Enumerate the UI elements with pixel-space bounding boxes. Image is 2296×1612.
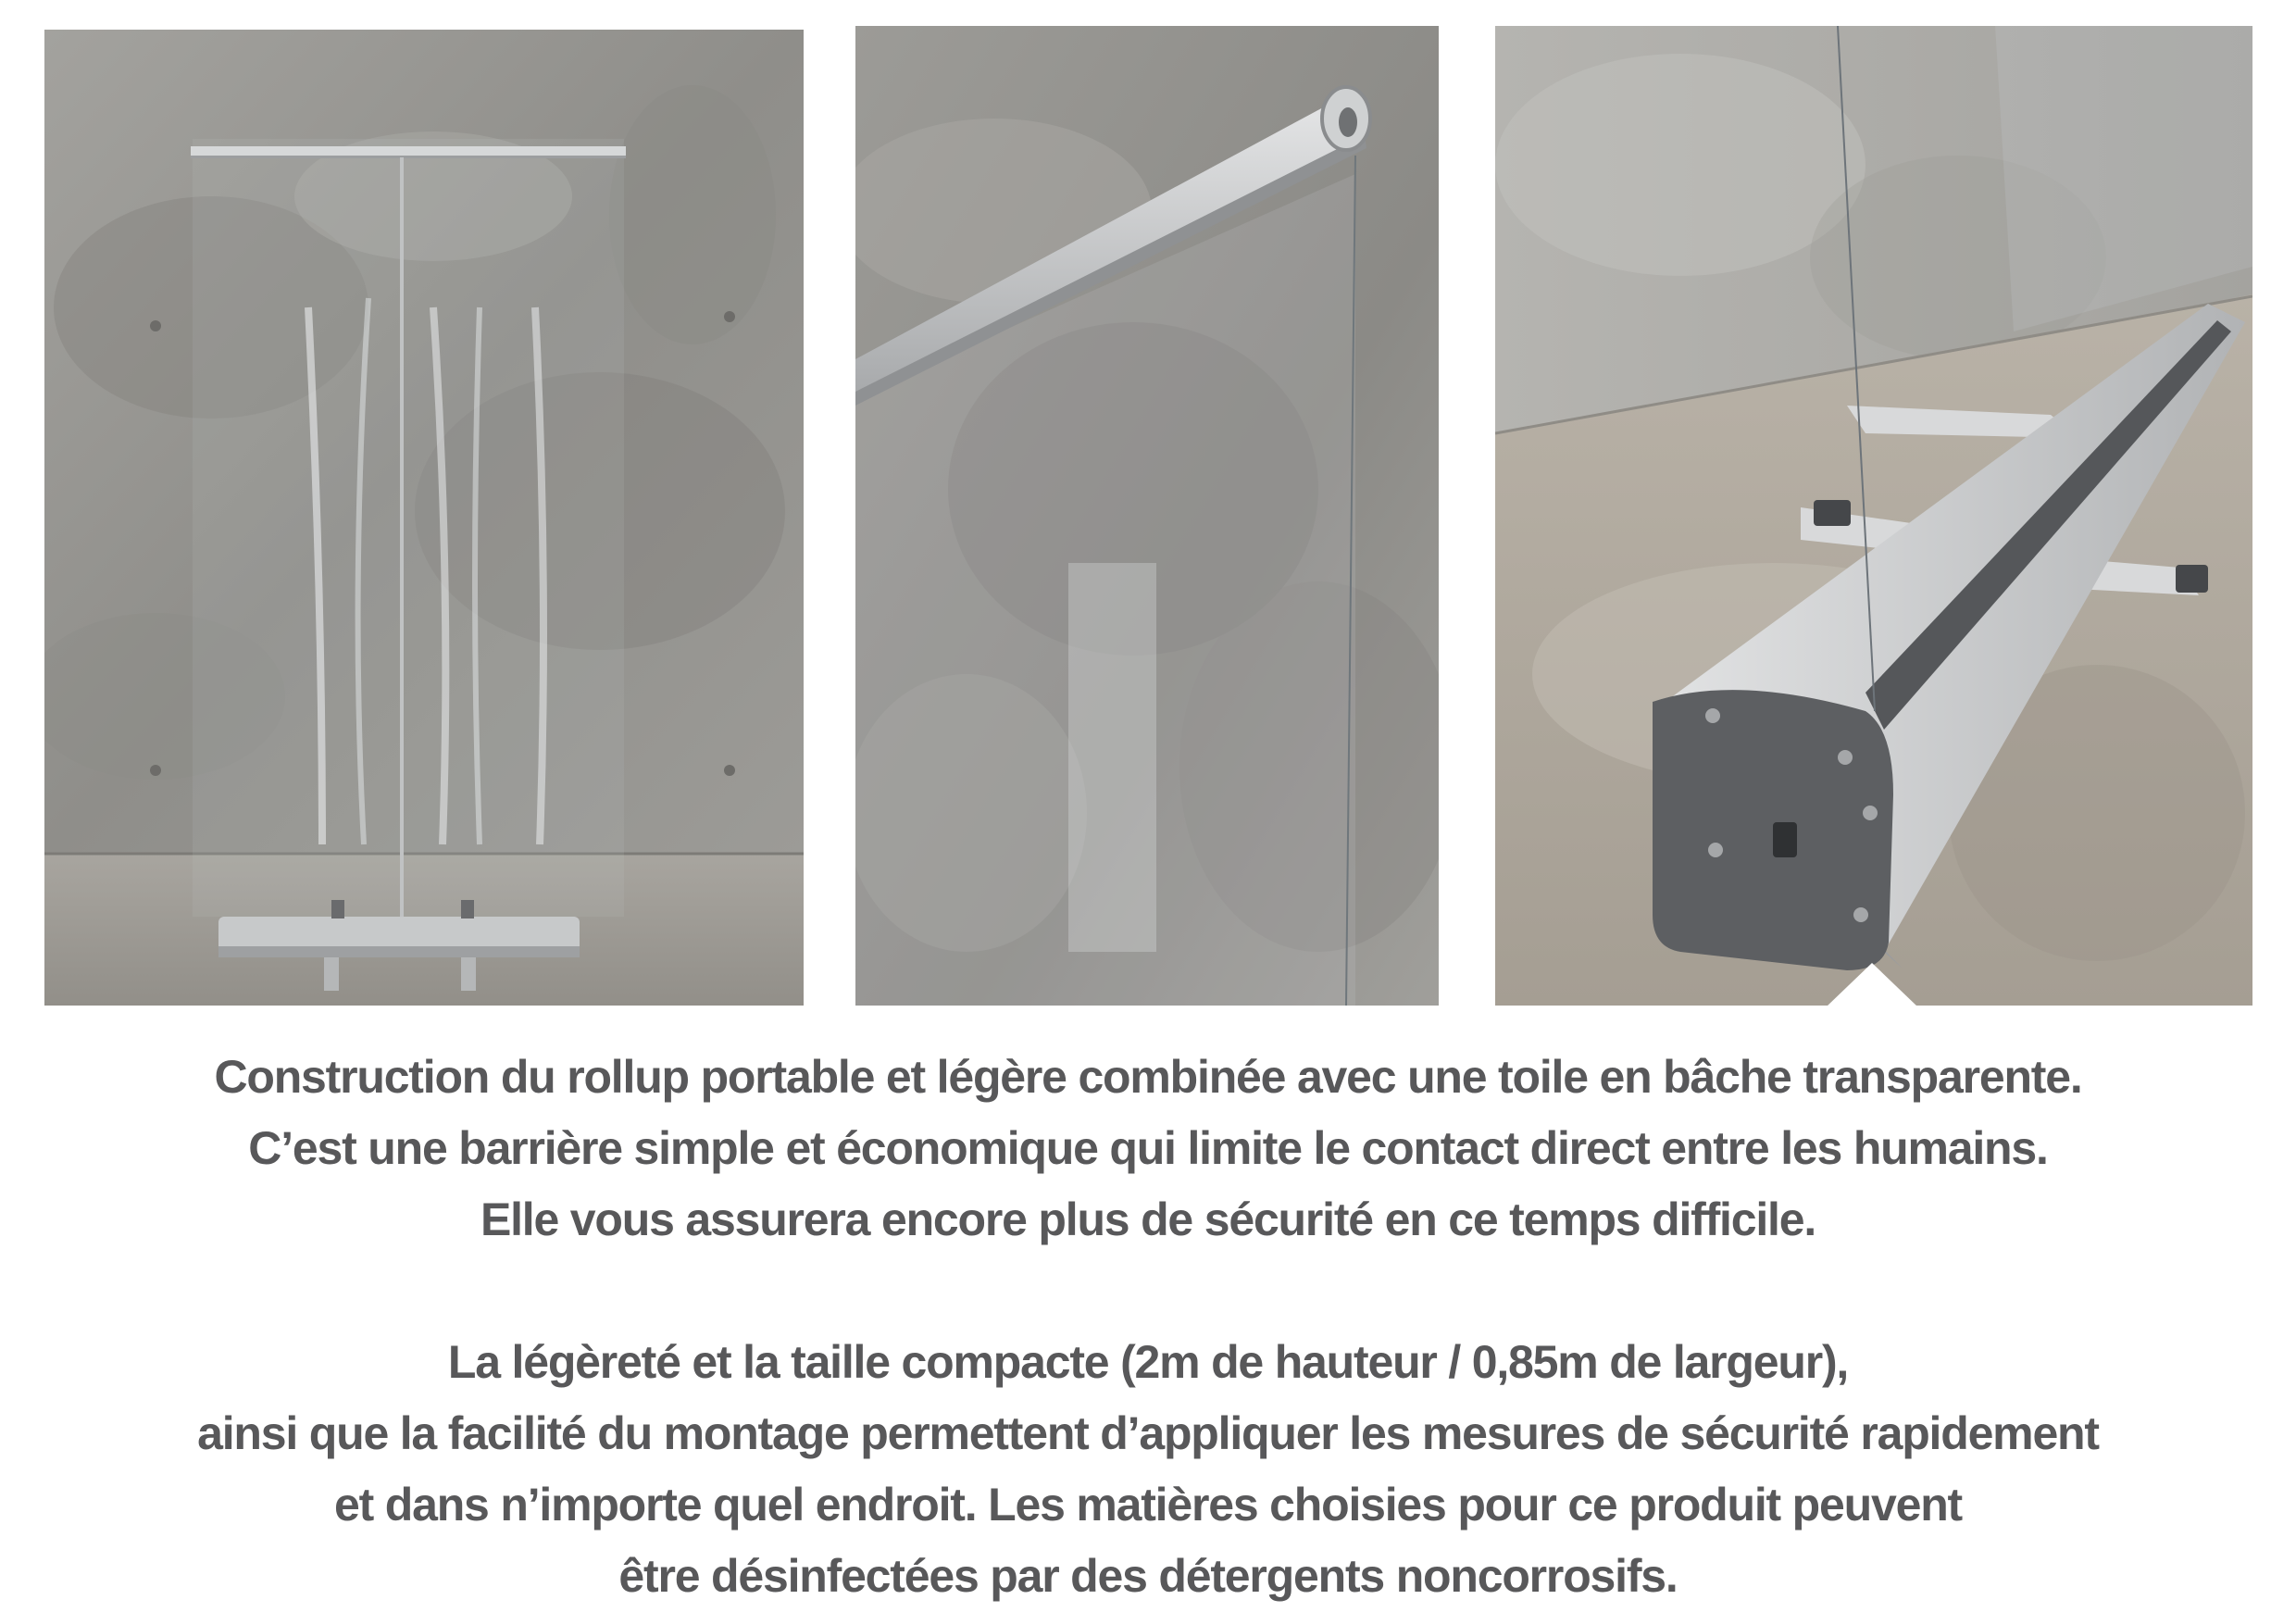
description-line: C’est une barrière simple et économique qui limite le contact direct entre les humains. [248,1122,2048,1174]
description-paragraph-2 [0,1327,2296,1612]
rollup-base-closeup-photo [1495,26,2252,1006]
description-line: Construction du rollup portable et légère combinée avec une toile en bâche transparente. [214,1051,2082,1103]
rollup-full-view-photo [44,30,804,1006]
description-line: et dans n’importe quel endroit. Les matières choisies pour ce produit peuvent [334,1479,1962,1531]
description-paragraph-1 [0,1042,2296,1256]
description-line: être désinfectées par des détergents noncorrosifs. [618,1550,1678,1602]
rollup-top-bar-closeup-photo [855,26,1439,1006]
description-line: Elle vous assurera encore plus de sécurité en ce temps difficile. [480,1193,1816,1245]
description-line: ainsi que la facilité du montage permettent d’appliquer les mesures de sécurité rapidement [197,1407,2099,1459]
callout-pointer [1826,963,1918,1007]
description-line: La légèreté et la taille compacte (2m de hauteur / 0,85m de largeur), [447,1336,1849,1388]
